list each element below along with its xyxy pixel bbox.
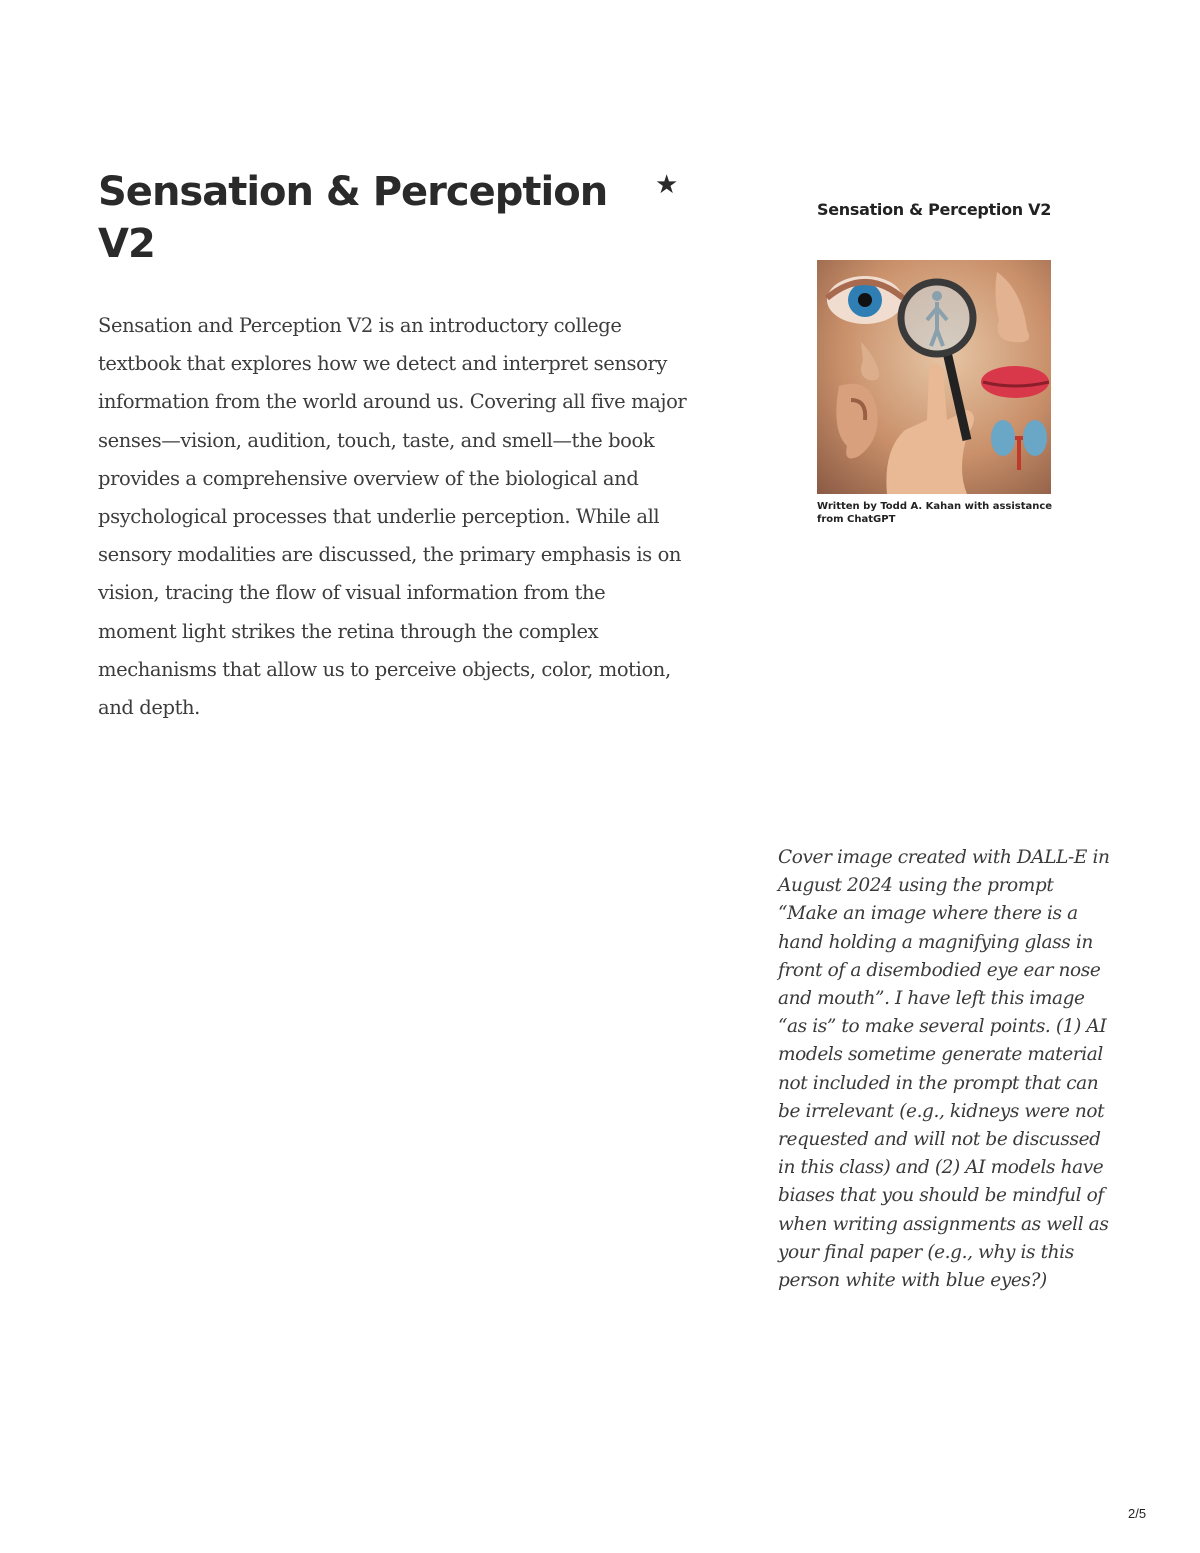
page-number: 2/5 xyxy=(1128,1506,1147,1521)
cover-caption: Written by Todd A. Kahan with assistance from ChatGPT xyxy=(817,501,1053,525)
cover-image xyxy=(817,260,1051,494)
cover-panel xyxy=(808,200,1066,525)
cover-title: Sensation & Perception V2 xyxy=(817,200,1052,219)
star-icon[interactable]: ★ xyxy=(655,170,679,200)
cover-image-note: Cover image created with DALL-E in August 2024 using the prompt “Make an image where there is a hand holding a magnifying glass in front of a disembodied eye ear nose and mouth”. I have left this image “as is” to make several points. (1) AI models sometime generate material not included in the prompt that can be irrelevant (e.g., kidneys were not requested and will not be discussed in this class) and (2) AI models have biases that you should be mindful of when writing assignments as well as your final paper (e.g., why is this person white with blue eyes?) xyxy=(778,847,1110,1292)
page-title: Sensation & Perception V2 xyxy=(98,169,608,267)
book-description: Sensation and Perception V2 is an introductory college textbook that explores how we detect and interpret sensory information from the world around us. Covering all five major senses—vision, audition, touch, taste, and smell—the book provides a comprehensive overview of the biological and psychological processes that underlie perception. While all sensory modalities are discussed, the primary emphasis is on vision, tracing the flow of visual information from the moment light strikes the retina through the complex mechanisms that allow us to perceive objects, color, motion, and depth. xyxy=(98,314,687,720)
